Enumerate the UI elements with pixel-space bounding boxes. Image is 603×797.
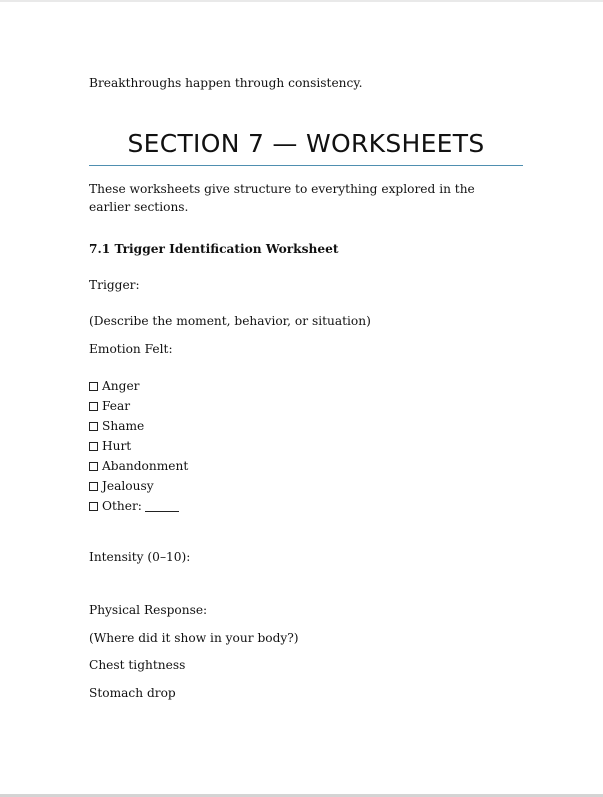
checklist-label: Abandonment (102, 459, 189, 473)
emotion-checklist (89, 376, 188, 516)
heading-underline (89, 165, 523, 166)
checklist-item[interactable] (89, 436, 188, 456)
intensity-label: Intensity (0–10): (89, 550, 191, 564)
physical-example: Chest tightness (89, 658, 186, 672)
document-page (0, 2, 603, 794)
checkbox-icon[interactable] (89, 442, 98, 451)
checkbox-icon[interactable] (89, 422, 98, 431)
checklist-label: Hurt (102, 439, 132, 453)
checklist-item[interactable] (89, 396, 188, 416)
checklist-item-other[interactable] (89, 496, 188, 516)
checkbox-icon[interactable] (89, 462, 98, 471)
trigger-hint: (Describe the moment, behavior, or situation) (89, 314, 371, 328)
checkbox-icon[interactable] (89, 382, 98, 391)
worksheet-title: 7.1 Trigger Identification Worksheet (89, 242, 339, 256)
checklist-item[interactable] (89, 456, 188, 476)
checklist-item[interactable] (89, 416, 188, 436)
checkbox-icon[interactable] (89, 502, 98, 511)
checkbox-icon[interactable] (89, 402, 98, 411)
physical-label: Physical Response: (89, 603, 208, 617)
trigger-label: Trigger: (89, 278, 140, 292)
checklist-label: Fear (102, 399, 131, 413)
emotion-label: Emotion Felt: (89, 342, 173, 356)
checklist-item[interactable] (89, 376, 188, 396)
checklist-item[interactable] (89, 476, 188, 496)
physical-example: Stomach drop (89, 686, 176, 700)
checklist-label: Anger (102, 379, 140, 393)
quote-text: Breakthroughs happen through consistency. (89, 76, 363, 90)
checklist-label: Other: (102, 499, 142, 513)
checklist-label: Shame (102, 419, 145, 433)
section-heading: SECTION 7 — WORKSHEETS (127, 129, 485, 158)
other-blank-line[interactable] (145, 500, 179, 512)
intro-paragraph: These worksheets give structure to everything explored in the earlier sections. (89, 182, 475, 214)
checkbox-icon[interactable] (89, 482, 98, 491)
physical-hint: (Where did it show in your body?) (89, 631, 299, 645)
checklist-label: Jealousy (102, 479, 154, 493)
